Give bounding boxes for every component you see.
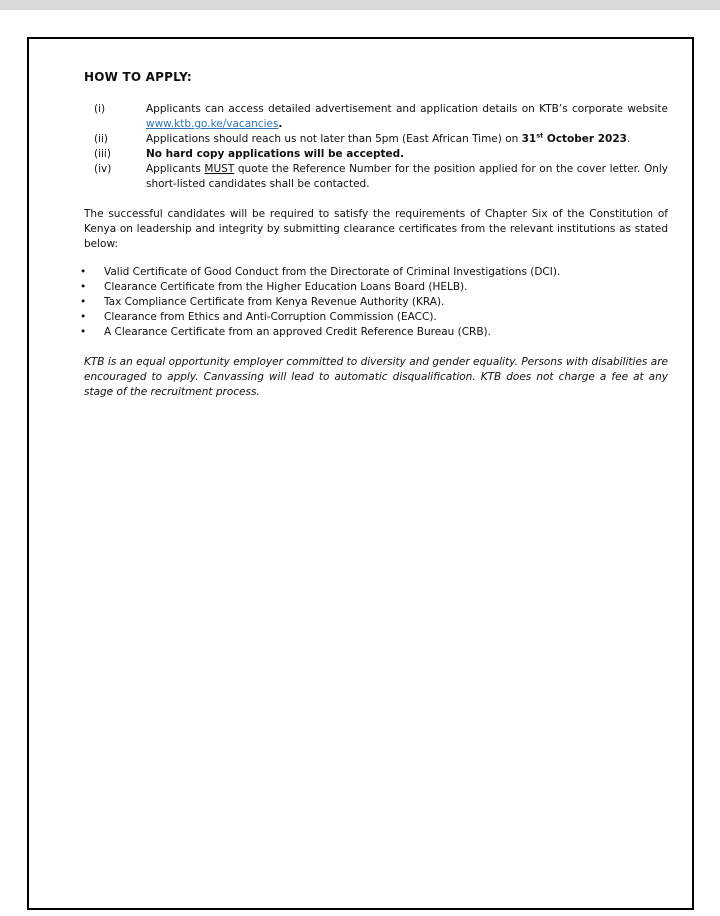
text-segment: MUST <box>204 163 235 175</box>
text-segment: Applications should reach us not later than 5pm (East African Time) on <box>146 133 522 145</box>
item-marker: (iv) <box>94 163 112 175</box>
numbered-list <box>84 102 668 192</box>
bullet-marker-icon: • <box>80 296 87 308</box>
numbered-item-iii <box>84 147 668 162</box>
bullet-text: Clearance Certificate from the Higher Education Loans Board (HELB). <box>104 281 468 293</box>
text-segment: October 2023 <box>543 133 627 145</box>
text-segment: No hard copy applications will be accepted. <box>146 148 405 160</box>
vacancies-link[interactable]: www.ktb.go.ke/vacancies <box>146 118 279 130</box>
bullet-list <box>80 265 668 340</box>
page-content <box>29 39 692 400</box>
bullet-item-3 <box>80 295 668 310</box>
bullet-marker-icon: • <box>80 266 87 278</box>
bullet-text: Tax Compliance Certificate from Kenya Revenue Authority (KRA). <box>104 296 445 308</box>
text-segment: quote the Reference Number for the position applied for on the cover letter. Only short-listed candidates shall be contacted. <box>146 163 668 190</box>
numbered-item-i <box>84 102 668 132</box>
text-segment: Applicants can access detailed advertisement and application details on KTB’s corporate website <box>146 103 668 115</box>
item-text <box>146 162 668 192</box>
window-top-bar <box>0 0 720 10</box>
bullet-text: Clearance from Ethics and Anti-Corruption Commission (EACC). <box>104 311 437 323</box>
item-text <box>146 147 668 162</box>
text-segment: . <box>626 133 631 145</box>
text-segment: 31 <box>521 133 537 145</box>
text-segment: . <box>278 118 283 130</box>
item-text <box>146 132 668 147</box>
how-to-apply-heading: HOW TO APPLY: <box>84 70 192 84</box>
bullet-marker-icon: • <box>80 326 87 338</box>
bullet-marker-icon: • <box>80 311 87 323</box>
item-text <box>146 102 668 132</box>
bullet-marker-icon: • <box>80 281 87 293</box>
text-segment: st <box>536 131 544 140</box>
paragraph-equal-opportunity-disclaimer: KTB is an equal opportunity employer committed to diversity and gender equality. Persons with disabilities are encouraged to apply. Canvassing will lead to automatic disqualification. KTB does not charge a fee at any stage of the recruitment process. <box>84 356 668 398</box>
item-marker: (iii) <box>94 148 111 160</box>
item-marker: (i) <box>94 103 106 115</box>
bullet-text: A Clearance Certificate from an approved Credit Reference Bureau (CRB). <box>104 326 491 338</box>
bullet-item-5 <box>80 325 668 340</box>
bullet-item-2 <box>80 280 668 295</box>
text-segment: Applicants <box>146 163 205 175</box>
bullet-item-1 <box>80 265 668 280</box>
item-marker: (ii) <box>94 133 109 145</box>
numbered-item-iv <box>84 162 668 192</box>
bullet-text: Valid Certificate of Good Conduct from the Directorate of Criminal Investigations (DCI). <box>104 266 561 278</box>
paragraph-chapter-six-requirements: The successful candidates will be required to satisfy the requirements of Chapter Six of the Constitution of Kenya on leadership and integrity by submitting clearance certificates from the relevant institutions as stated below: <box>84 208 668 250</box>
numbered-item-ii <box>84 132 668 147</box>
document-page <box>27 37 694 910</box>
bullet-item-4 <box>80 310 668 325</box>
